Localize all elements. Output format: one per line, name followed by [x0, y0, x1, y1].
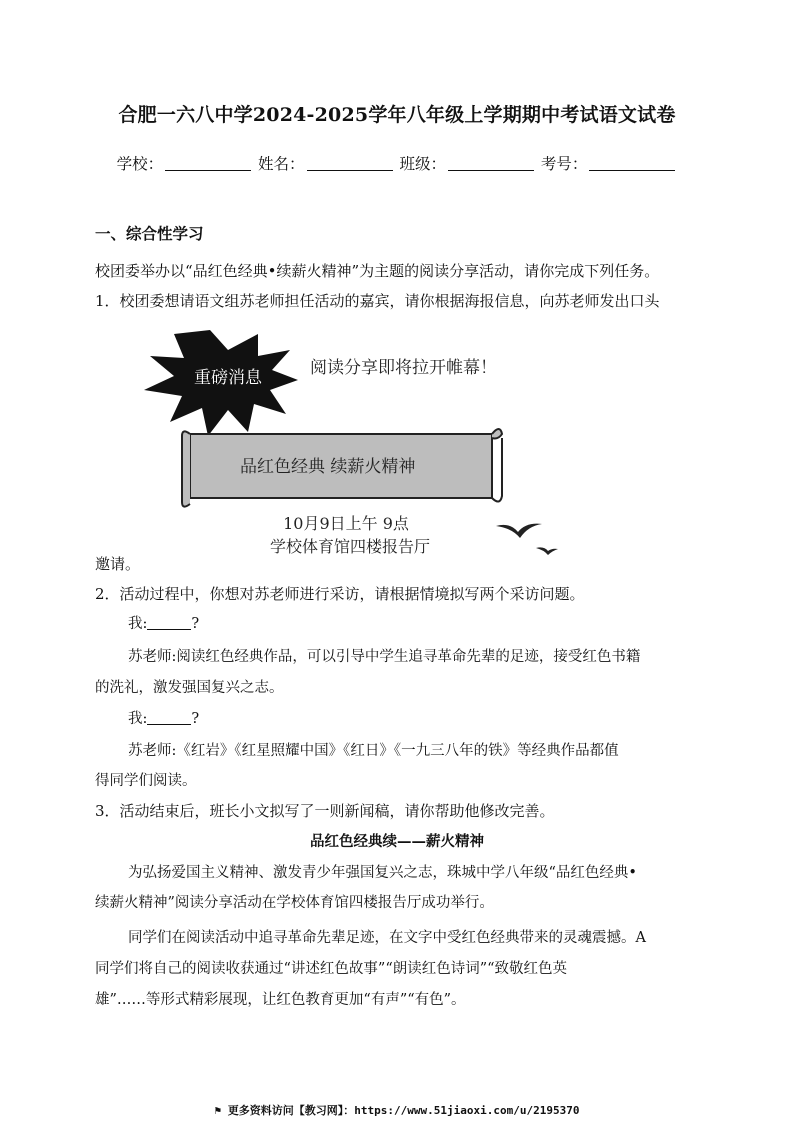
section-heading: 一、综合性学习 — [95, 225, 204, 243]
name-blank — [307, 156, 393, 171]
bird-icon — [536, 547, 558, 555]
question-1-end: 邀请。 — [95, 555, 141, 573]
name-label: 姓名： — [258, 155, 305, 173]
exam-no-label: 考号： — [540, 155, 588, 173]
school-blank — [165, 156, 251, 171]
footer — [0, 1102, 794, 1118]
news-paragraph-2-line2: 同学们将自己的阅读收获通过“讲述红色故事”“朗读红色诗词”“致敬红色英 — [95, 961, 568, 977]
teacher-answer-2-line1: 苏老师:《红岩》《红星照耀中国》《红日》《一九三八年的铁》等经典作品都值 — [128, 743, 619, 759]
answer-blank-1[interactable] — [147, 615, 191, 630]
answer-blank-2[interactable] — [147, 710, 191, 725]
student-info-line — [0, 152, 794, 174]
teacher-answer-2-line2: 得同学们阅读。 — [95, 773, 197, 789]
burst-text: 重磅消息 — [194, 368, 262, 388]
news-paragraph-1-line2: 续薪火精神”阅读分享活动在学校体育馆四楼报告厅成功举行。 — [95, 895, 494, 911]
page-title: 合肥一六八中学2024-2025学年八年级上学期期中考试语文试卷 — [118, 104, 676, 126]
poster-image — [140, 328, 560, 568]
interview-me-2: 我: ? — [128, 711, 200, 727]
class-label: 班级： — [399, 155, 446, 173]
class-blank — [448, 156, 534, 171]
teacher-answer-1-line2: 的洗礼，激发强国复兴之志。 — [95, 680, 284, 696]
flag-icon: ⚑ — [214, 1104, 222, 1117]
news-paragraph-2-line1: 同学们在阅读活动中追寻革命先辈足迹，在文字中受红色经典带来的灵魂震撼。A — [128, 930, 646, 946]
news-title: 品红色经典续——薪火精神 — [310, 833, 484, 850]
bird-icon — [496, 524, 542, 538]
footer-link[interactable]: 更多资料访问【教习网】：https://www.51jiaoxi.com/u/2195370 — [227, 1104, 580, 1117]
question-3: 3．活动结束后，班长小文拟写了一则新闻稿，请你帮助他修改完善。 — [95, 802, 555, 820]
question-1: 1．校团委想请语文组苏老师担任活动的嘉宾，请你根据海报信息，向苏老师发出口头 — [95, 292, 660, 310]
question-2: 2．活动过程中，你想对苏老师进行采访，请根据情境拟写两个采访问题。 — [95, 585, 585, 603]
news-paragraph-1-line1: 为弘扬爱国主义精神、激发青少年强国复兴之志，珠城中学八年级“品红色经典• — [128, 865, 637, 881]
scroll-text: 品红色经典 续薪火精神 — [240, 457, 416, 477]
intro-text: 校团委举办以“品红色经典•续薪火精神”为主题的阅读分享活动，请你完成下列任务。 — [95, 262, 660, 280]
poster-time: 10月9日上午 9点 — [283, 514, 409, 533]
exam-no-blank — [589, 156, 675, 171]
poster-headline: 阅读分享即将拉开帷幕！ — [310, 358, 497, 378]
poster-place: 学校体育馆四楼报告厅 — [269, 537, 431, 556]
news-paragraph-2-line3: 雄”……等形式精彩展现，让红色教育更加“有声”“有色”。 — [95, 992, 466, 1008]
teacher-answer-1-line1: 苏老师:阅读红色经典作品，可以引导中学生追寻革命先辈的足迹，接受红色书籍 — [128, 649, 641, 665]
school-label: 学校： — [116, 155, 164, 173]
interview-me-1: 我: ? — [128, 616, 200, 632]
